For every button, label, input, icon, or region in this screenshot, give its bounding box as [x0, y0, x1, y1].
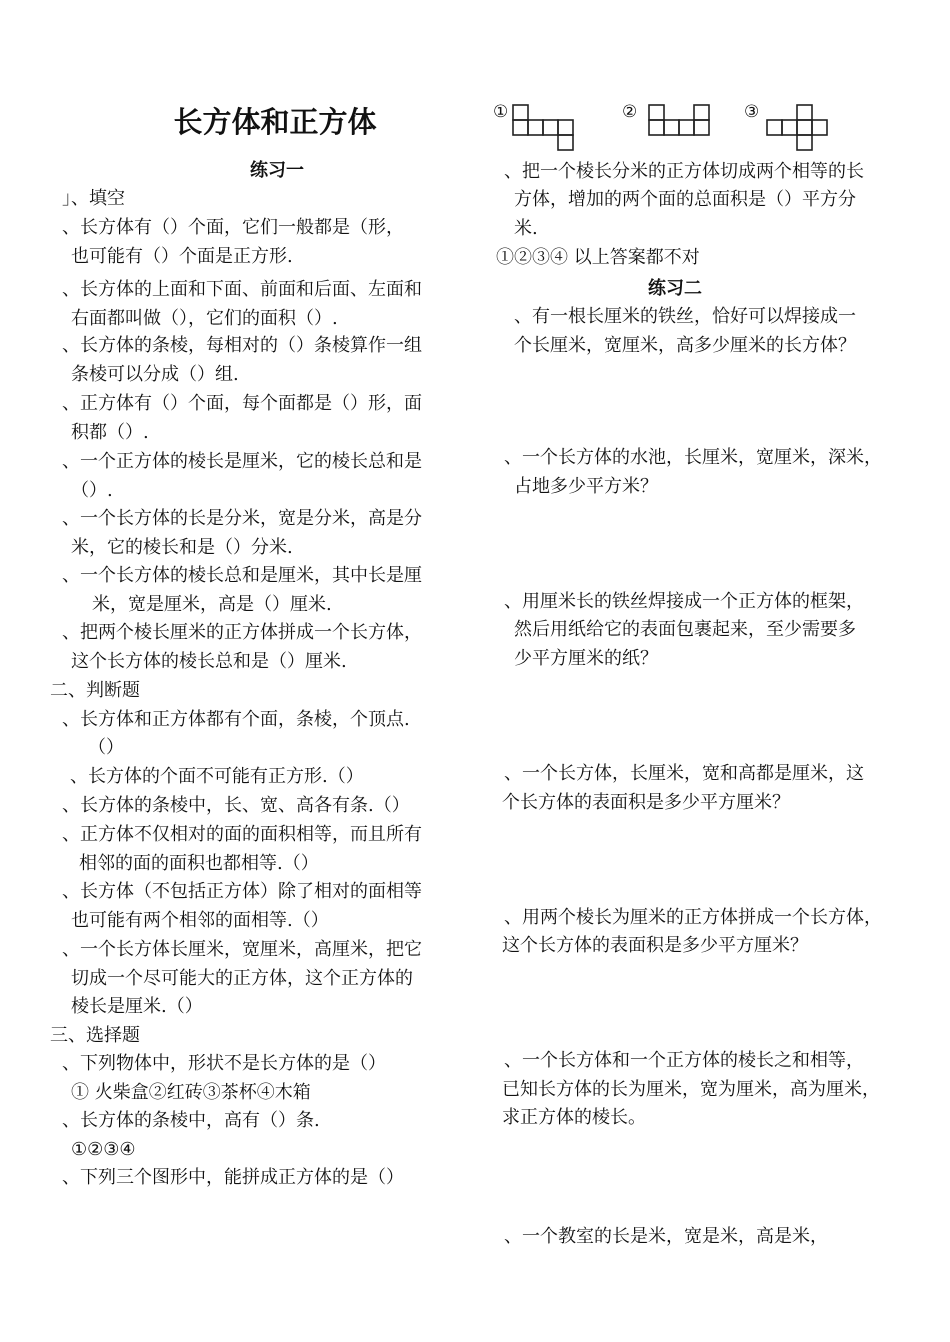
fill-item-1-line-2: 也可能有（）个面是正方形.	[71, 246, 293, 267]
judge-item-6-line-3: 棱长是厘米.（）	[71, 996, 203, 1017]
problem-6-line-2: 已知长方体的长为厘米，宽为厘米，高为厘米，	[502, 1079, 880, 1100]
problem-5-line-2: 这个长方体的表面积是多少平方厘米？	[502, 935, 808, 956]
judge-item-1-line-1: 、长方体和正方体都有个面，条棱，个顶点.	[62, 709, 410, 730]
choice-item-2-line-1: 、长方体的条棱中，高有（）条.	[62, 1110, 320, 1131]
problem-4-line-1: 、一个长方体，长厘米，宽和高都是厘米，这	[504, 763, 864, 784]
choice-item-3-line-1: 、下列三个图形中，能拼成正方体的是（）	[62, 1167, 404, 1188]
judge-heading: 二、判断题	[50, 680, 140, 701]
choice-item-1-line-1: 、下列物体中，形状不是长方体的是（）	[62, 1053, 386, 1074]
practice-one-heading: 练习一	[250, 160, 304, 181]
cube-net-figure-2	[648, 104, 714, 138]
fill-item-4-line-2: 积都（）.	[71, 422, 149, 443]
judge-item-5-line-1: 、长方体（不包括正方体）除了相对的面相等	[62, 881, 422, 902]
problem-5-line-1: 、用两个棱长为厘米的正方体拼成一个长方体，	[504, 907, 882, 928]
fill-item-2-line-1: 、长方体的上面和下面、前面和后面、左面和	[62, 279, 422, 300]
cut-question-line-1: 、把一个棱长分米的正方体切成两个相等的长	[504, 161, 864, 182]
judge-item-4-line-1: 、正方体不仅相对的面的面积相等，而且所有	[62, 824, 422, 845]
fill-item-7-line-1: 、一个长方体的棱长总和是厘米，其中长是厘	[62, 565, 422, 586]
fill-item-6-line-2: 米，它的棱长和是（）分米.	[71, 537, 293, 558]
cube-net-figure-1	[512, 104, 578, 154]
figure-label-1: ①	[493, 102, 509, 122]
practice-two-heading: 练习二	[648, 278, 702, 299]
fill-item-6-line-1: 、一个长方体的长是分米，宽是分米，高是分	[62, 508, 422, 529]
problem-1-line-1: 、有一根长厘米的铁丝，恰好可以焊接成一	[514, 306, 856, 327]
cut-question-line-2: 方体，增加的两个面的总面积是（）平方分	[514, 189, 856, 210]
problem-3-line-3: 少平方厘米的纸？	[514, 648, 658, 669]
problem-4-line-2: 个长方体的表面积是多少平方厘米？	[502, 792, 790, 813]
judge-item-6-line-2: 切成一个尽可能大的正方体，这个正方体的	[71, 968, 413, 989]
problem-6-line-3: 求正方体的棱长。	[502, 1107, 646, 1128]
fill-item-8-line-2: 这个长方体的棱长总和是（）厘米.	[71, 651, 347, 672]
fill-item-2-line-2: 右面都叫做（），它们的面积（）.	[71, 308, 338, 329]
fill-item-3-line-1: 、长方体的条棱，每相对的（）条棱算作一组	[62, 335, 422, 356]
figure-label-2: ②	[622, 102, 638, 122]
judge-item-5-line-2: 也可能有两个相邻的面相等.（）	[71, 910, 329, 931]
fill-item-4-line-1: 、正方体有（）个面，每个面都是（）形，面	[62, 393, 422, 414]
figure-label-3: ③	[744, 102, 760, 122]
problem-2-line-1: 、一个长方体的水池，长厘米，宽厘米，深米，	[504, 447, 882, 468]
problem-2-line-2: 占地多少平方米？	[514, 476, 658, 497]
judge-item-6-line-1: 、一个长方体长厘米，宽厘米，高厘米，把它	[62, 939, 422, 960]
problem-3-line-2: 然后用纸给它的表面包裹起来，至少需要多	[514, 619, 856, 640]
cut-question-line-3: 米.	[514, 218, 538, 239]
judge-item-3: 、长方体的条棱中，长、宽、高各有条.（）	[62, 795, 410, 816]
fill-item-5-line-1: 、一个正方体的棱长是厘米，它的棱长总和是	[62, 451, 422, 472]
choice-item-1-options: ① 火柴盒②红砖③茶杯④木箱	[71, 1082, 311, 1103]
choice-heading: 三、选择题	[50, 1025, 140, 1046]
cube-net-figure-3	[766, 104, 832, 154]
problem-6-line-1: 、一个长方体和一个正方体的棱长之和相等，	[504, 1050, 864, 1071]
fill-item-7-line-2: 米，宽是厘米，高是（）厘米.	[92, 594, 332, 615]
judge-item-4-line-2: 相邻的面的面积也都相等.（）	[79, 853, 319, 874]
fill-item-8-line-1: 、把两个棱长厘米的正方体拼成一个长方体，	[62, 622, 422, 643]
fill-item-5-line-2: （）.	[71, 480, 113, 501]
fill-blank-heading: 」、填空	[62, 188, 125, 209]
judge-item-1-line-2: （）	[88, 737, 124, 758]
problem-3-line-1: 、用厘米长的铁丝焊接成一个正方体的框架，	[504, 591, 864, 612]
problem-7-line-1: 、一个教室的长是米，宽是米，高是米，	[504, 1226, 828, 1247]
page-title: 长方体和正方体	[173, 105, 377, 139]
fill-item-3-line-2: 条棱可以分成（）组.	[71, 364, 239, 385]
judge-item-2: 、长方体的个面不可能有正方形.（）	[70, 766, 364, 787]
choice-item-2-options: ①②③④	[71, 1139, 136, 1160]
fill-item-1-line-1: 、长方体有（）个面，它们一般都是（形，	[62, 217, 404, 238]
problem-1-line-2: 个长厘米，宽厘米，高多少厘米的长方体？	[514, 335, 856, 356]
cut-question-options: ①②③④ 以上答案都不对	[496, 247, 700, 268]
